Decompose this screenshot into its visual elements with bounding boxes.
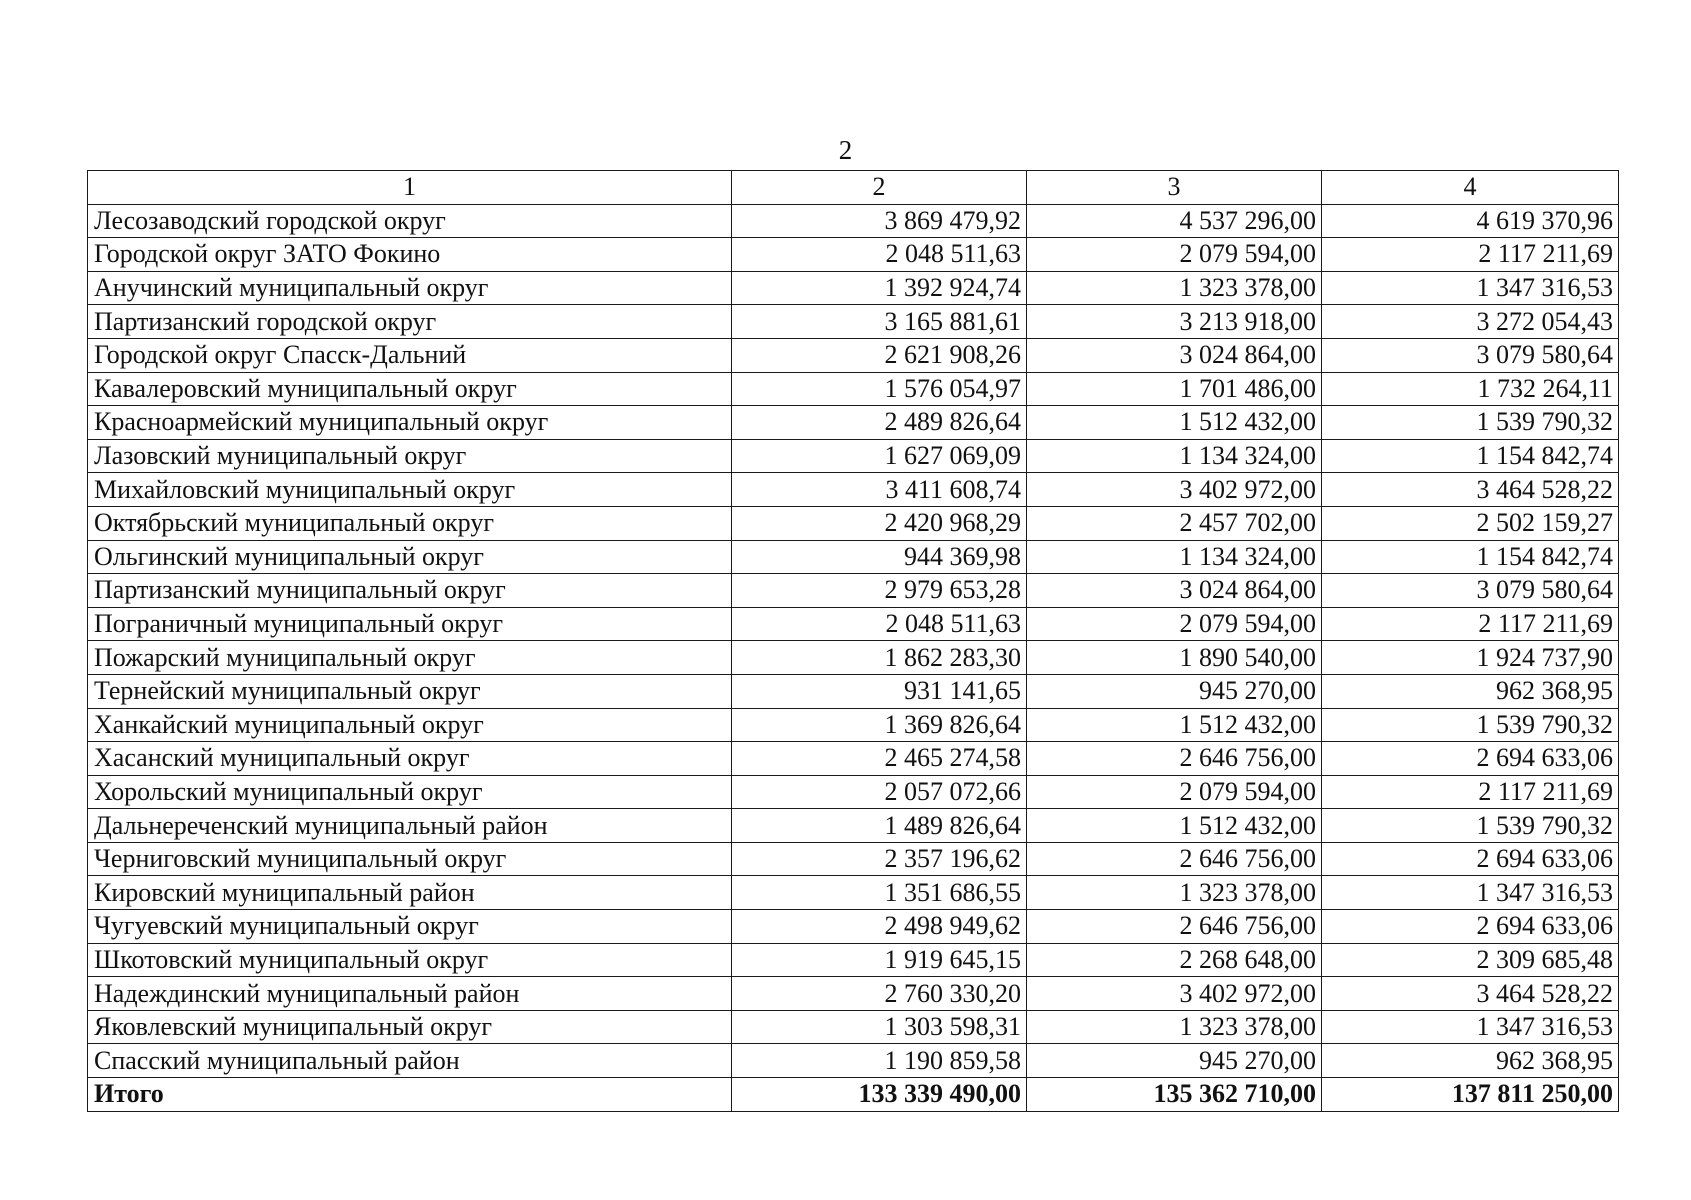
municipality-name-cell: Шкотовский муниципальный округ [88,943,732,977]
value-col-4-cell: 1 154 842,74 [1322,540,1619,574]
value-col-3-cell: 2 457 702,00 [1027,506,1322,540]
value-col-3-cell: 1 701 486,00 [1027,372,1322,406]
table-row [88,473,1619,507]
value-col-4-cell: 1 347 316,53 [1322,271,1619,305]
value-col-4-cell: 2 117 211,69 [1322,607,1619,641]
municipality-name-cell: Лазовский муниципальный округ [88,439,732,473]
value-col-4-cell: 2 309 685,48 [1322,943,1619,977]
allocation-table [87,170,1619,1112]
value-col-2-cell: 1 919 645,15 [732,943,1027,977]
municipality-name-cell: Хорольский муниципальный округ [88,775,732,809]
table-row [88,1044,1619,1078]
value-col-3-cell: 1 134 324,00 [1027,439,1322,473]
table-row [88,943,1619,977]
value-col-2-cell: 2 048 511,63 [732,238,1027,272]
municipality-name-cell: Кировский муниципальный район [88,876,732,910]
municipality-name-cell: Городской округ Спасск-Дальний [88,338,732,372]
municipality-name-cell: Анучинский муниципальный округ [88,271,732,305]
municipality-name-cell: Хасанский муниципальный округ [88,742,732,776]
value-col-2-cell: 1 351 686,55 [732,876,1027,910]
value-col-4-cell: 3 079 580,64 [1322,338,1619,372]
value-col-4-cell: 2 694 633,06 [1322,742,1619,776]
value-col-4-cell: 962 368,95 [1322,674,1619,708]
value-col-4-cell: 3 464 528,22 [1322,977,1619,1011]
value-col-2-cell: 2 057 072,66 [732,775,1027,809]
value-col-3-cell: 2 646 756,00 [1027,842,1322,876]
total-col-2-cell: 133 339 490,00 [732,1078,1027,1112]
table-row [88,338,1619,372]
table-row [88,809,1619,843]
table-row [88,574,1619,608]
value-col-2-cell: 1 369 826,64 [732,708,1027,742]
table-row [88,506,1619,540]
municipality-name-cell: Михайловский муниципальный округ [88,473,732,507]
value-col-3-cell: 2 079 594,00 [1027,775,1322,809]
table-row [88,842,1619,876]
municipality-name-cell: Ханкайский муниципальный округ [88,708,732,742]
municipality-name-cell: Пожарский муниципальный округ [88,641,732,675]
value-col-3-cell: 1 512 432,00 [1027,406,1322,440]
municipality-name-cell: Надеждинский муниципальный район [88,977,732,1011]
table-row [88,238,1619,272]
value-col-2-cell: 1 190 859,58 [732,1044,1027,1078]
value-col-3-cell: 4 537 296,00 [1027,204,1322,238]
municipality-name-cell: Яковлевский муниципальный округ [88,1010,732,1044]
table-body [88,171,1619,1112]
municipality-name-cell: Спасский муниципальный район [88,1044,732,1078]
value-col-4-cell: 2 117 211,69 [1322,775,1619,809]
value-col-3-cell: 1 323 378,00 [1027,876,1322,910]
municipality-name-cell: Тернейский муниципальный округ [88,674,732,708]
municipality-name-cell: Красноармейский муниципальный округ [88,406,732,440]
value-col-3-cell: 1 134 324,00 [1027,540,1322,574]
municipality-name-cell: Дальнереченский муниципальный район [88,809,732,843]
value-col-2-cell: 2 979 653,28 [732,574,1027,608]
value-col-4-cell: 2 502 159,27 [1322,506,1619,540]
value-col-4-cell: 3 464 528,22 [1322,473,1619,507]
table-row [88,742,1619,776]
total-row [88,1078,1619,1112]
value-col-4-cell: 2 694 633,06 [1322,842,1619,876]
value-col-2-cell: 2 465 274,58 [732,742,1027,776]
table-row [88,439,1619,473]
value-col-4-cell: 2 694 633,06 [1322,910,1619,944]
value-col-2-cell: 1 862 283,30 [732,641,1027,675]
table-row [88,372,1619,406]
table-row [88,271,1619,305]
value-col-3-cell: 2 646 756,00 [1027,910,1322,944]
header-cell-col-2: 2 [732,171,1027,205]
value-col-2-cell: 2 357 196,62 [732,842,1027,876]
value-col-3-cell: 2 079 594,00 [1027,238,1322,272]
value-col-4-cell: 1 347 316,53 [1322,876,1619,910]
value-col-4-cell: 1 539 790,32 [1322,708,1619,742]
value-col-4-cell: 1 924 737,90 [1322,641,1619,675]
value-col-3-cell: 1 890 540,00 [1027,641,1322,675]
value-col-3-cell: 945 270,00 [1027,674,1322,708]
value-col-2-cell: 2 498 949,62 [732,910,1027,944]
total-label-cell: Итого [88,1078,732,1112]
table-row [88,977,1619,1011]
value-col-2-cell: 931 141,65 [732,674,1027,708]
value-col-2-cell: 2 489 826,64 [732,406,1027,440]
value-col-4-cell: 1 539 790,32 [1322,809,1619,843]
value-col-2-cell: 3 869 479,92 [732,204,1027,238]
municipality-name-cell: Кавалеровский муниципальный округ [88,372,732,406]
value-col-3-cell: 3 402 972,00 [1027,977,1322,1011]
value-col-3-cell: 2 079 594,00 [1027,607,1322,641]
table-row [88,406,1619,440]
municipality-name-cell: Черниговский муниципальный округ [88,842,732,876]
value-col-2-cell: 3 411 608,74 [732,473,1027,507]
table-row [88,1010,1619,1044]
table-row [88,305,1619,339]
value-col-2-cell: 1 303 598,31 [732,1010,1027,1044]
value-col-3-cell: 2 646 756,00 [1027,742,1322,776]
municipality-name-cell: Партизанский муниципальный округ [88,574,732,608]
total-col-4-cell: 137 811 250,00 [1322,1078,1619,1112]
value-col-4-cell: 4 619 370,96 [1322,204,1619,238]
page-number: 2 [838,135,853,165]
value-col-3-cell: 3 402 972,00 [1027,473,1322,507]
value-col-4-cell: 3 079 580,64 [1322,574,1619,608]
municipality-name-cell: Городской округ ЗАТО Фокино [88,238,732,272]
value-col-2-cell: 2 420 968,29 [732,506,1027,540]
header-cell-col-3: 3 [1027,171,1322,205]
value-col-4-cell: 2 117 211,69 [1322,238,1619,272]
value-col-2-cell: 2 048 511,63 [732,607,1027,641]
value-col-2-cell: 1 489 826,64 [732,809,1027,843]
municipality-name-cell: Октябрьский муниципальный округ [88,506,732,540]
municipality-name-cell: Пограничный муниципальный округ [88,607,732,641]
value-col-4-cell: 1 154 842,74 [1322,439,1619,473]
table-row [88,876,1619,910]
municipality-name-cell: Лесозаводский городской округ [88,204,732,238]
header-cell-col-4: 4 [1322,171,1619,205]
value-col-4-cell: 3 272 054,43 [1322,305,1619,339]
municipality-name-cell: Партизанский городской округ [88,305,732,339]
municipality-name-cell: Чугуевский муниципальный округ [88,910,732,944]
value-col-3-cell: 2 268 648,00 [1027,943,1322,977]
value-col-2-cell: 1 392 924,74 [732,271,1027,305]
value-col-3-cell: 1 512 432,00 [1027,809,1322,843]
table-row [88,708,1619,742]
table-header-row [88,171,1619,205]
table-row [88,641,1619,675]
value-col-2-cell: 2 760 330,20 [732,977,1027,1011]
table-row [88,674,1619,708]
total-col-3-cell: 135 362 710,00 [1027,1078,1322,1112]
value-col-3-cell: 3 024 864,00 [1027,338,1322,372]
value-col-3-cell: 1 512 432,00 [1027,708,1322,742]
value-col-4-cell: 1 732 264,11 [1322,372,1619,406]
value-col-4-cell: 962 368,95 [1322,1044,1619,1078]
value-col-2-cell: 1 627 069,09 [732,439,1027,473]
value-col-3-cell: 945 270,00 [1027,1044,1322,1078]
value-col-4-cell: 1 347 316,53 [1322,1010,1619,1044]
value-col-3-cell: 3 213 918,00 [1027,305,1322,339]
value-col-2-cell: 2 621 908,26 [732,338,1027,372]
value-col-3-cell: 1 323 378,00 [1027,271,1322,305]
table-row [88,910,1619,944]
table-row [88,540,1619,574]
value-col-2-cell: 3 165 881,61 [732,305,1027,339]
value-col-3-cell: 1 323 378,00 [1027,1010,1322,1044]
value-col-3-cell: 3 024 864,00 [1027,574,1322,608]
table-row [88,775,1619,809]
value-col-2-cell: 944 369,98 [732,540,1027,574]
value-col-2-cell: 1 576 054,97 [732,372,1027,406]
table-row [88,204,1619,238]
header-cell-col-1: 1 [88,171,732,205]
value-col-4-cell: 1 539 790,32 [1322,406,1619,440]
table-row [88,607,1619,641]
municipality-name-cell: Ольгинский муниципальный округ [88,540,732,574]
